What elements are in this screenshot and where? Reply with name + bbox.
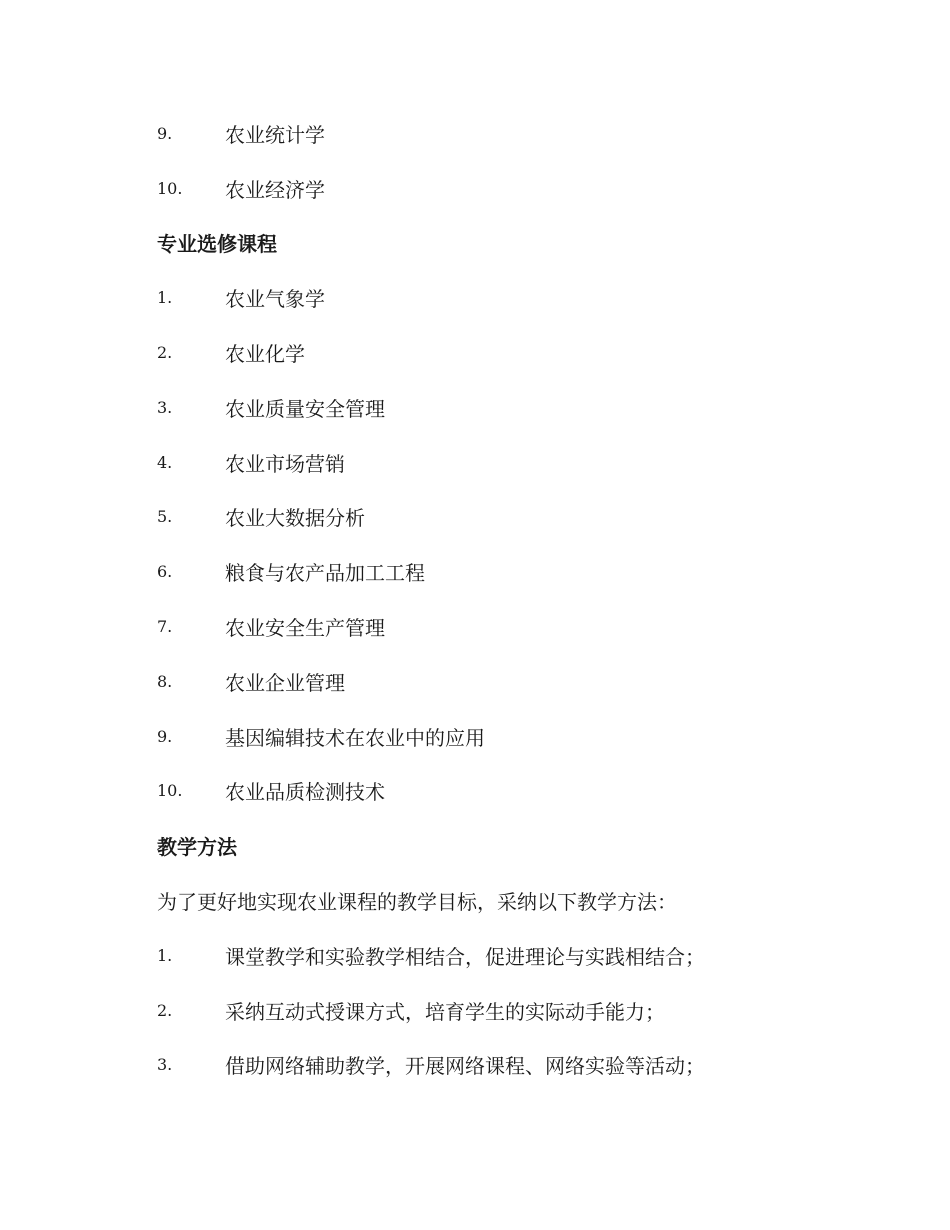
list-text: 农业化学 (225, 342, 305, 367)
list-item (157, 1038, 797, 1093)
list-number: 10. (157, 781, 183, 801)
list-number: 5. (157, 507, 173, 527)
list-text: 农业企业管理 (225, 670, 345, 695)
list-text: 粮食与农产品加工工程 (225, 561, 425, 586)
list-text: 农业经济学 (225, 177, 325, 202)
list-text: 农业气象学 (225, 287, 325, 312)
list-number: 1. (157, 288, 173, 308)
list-item (157, 435, 797, 490)
list-item (157, 106, 797, 161)
list-number: 8. (157, 671, 173, 691)
section-heading-methods: 教学方法 (157, 835, 237, 860)
list-item (157, 544, 797, 599)
list-text: 农业大数据分析 (225, 506, 365, 531)
list-number: 2. (157, 343, 173, 363)
list-number: 6. (157, 562, 173, 582)
list-item (157, 380, 797, 435)
list-text: 农业质量安全管理 (225, 396, 385, 421)
list-text: 借助网络辅助教学，开展网络课程、网络实验等活动； (225, 1054, 705, 1079)
list-text: 课堂教学和实验教学相结合，促进理论与实践相结合； (225, 944, 705, 969)
list-text: 采纳互动式授课方式，培育学生的实际动手能力； (225, 999, 665, 1024)
list-number: 9. (157, 726, 173, 746)
list-item (157, 490, 797, 545)
list-number: 2. (157, 1000, 173, 1020)
list-number: 7. (157, 617, 173, 637)
document-page (157, 106, 797, 1092)
list-number: 3. (157, 1055, 173, 1075)
list-item (157, 325, 797, 380)
list-item (157, 709, 797, 764)
list-item (157, 161, 797, 216)
methods-intro-paragraph: 为了更好地实现农业课程的教学目标，采纳以下教学方法： (157, 890, 677, 915)
section-heading-electives: 专业选修课程 (157, 232, 277, 257)
list-text: 基因编辑技术在农业中的应用 (225, 725, 485, 750)
list-text: 农业品质检测技术 (225, 780, 385, 805)
list-number: 1. (157, 945, 173, 965)
list-text: 农业安全生产管理 (225, 616, 385, 641)
list-number: 3. (157, 397, 173, 417)
list-item (157, 928, 797, 983)
list-number: 10. (157, 178, 183, 198)
list-text: 农业统计学 (225, 122, 325, 147)
list-item (157, 654, 797, 709)
list-number: 4. (157, 452, 173, 472)
list-number: 9. (157, 123, 173, 143)
list-item (157, 983, 797, 1038)
list-text: 农业市场营销 (225, 451, 345, 476)
list-item (157, 764, 797, 819)
list-item (157, 599, 797, 654)
list-item (157, 270, 797, 325)
